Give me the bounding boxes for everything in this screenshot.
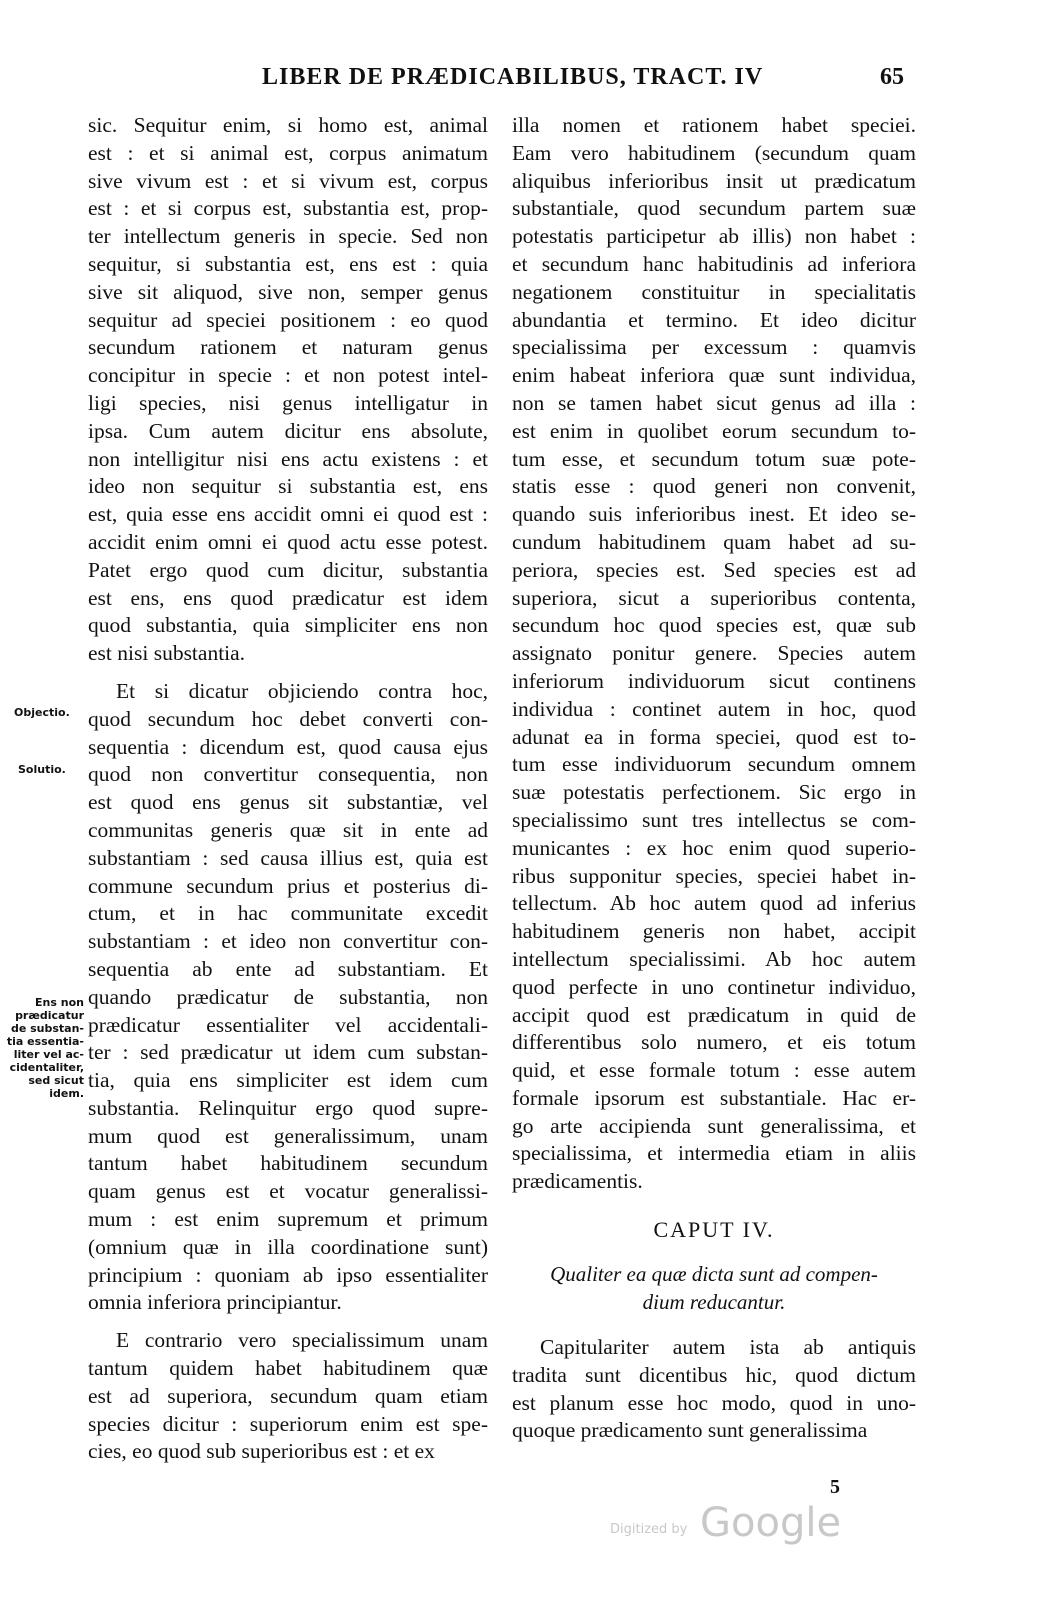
margin-note-line: de substan- <box>10 1022 84 1035</box>
text-line: accidit enim omni ei quod actu esse potest. <box>88 529 488 554</box>
text-line: ipsa. Cum autem dicitur ens absolute, <box>88 418 488 443</box>
text-line: commune secundum prius et posterius di- <box>88 873 488 898</box>
text-line: mum quod est generalissimum, unam <box>88 1123 488 1148</box>
text-line: municantes : ex hoc enim quod superio- <box>512 835 916 860</box>
text-line: mum : est enim supremum et primum <box>88 1207 488 1232</box>
text-line: prædicamentis. <box>512 1169 643 1194</box>
text-line: est planum esse hoc modo, quod in uno- <box>512 1390 916 1415</box>
text-line: sequentia ab ente ad substantiam. Et <box>88 956 488 981</box>
text-line: Patet ergo quod cum dicitur, substantia <box>88 557 488 582</box>
chapter-subtitle-line: Qualiter ea quæ dicta sunt ad compen- <box>550 1262 878 1287</box>
text-line: omnia inferiora principiantur. <box>88 1290 342 1315</box>
paragraph <box>88 1327 488 1466</box>
text-line: habitudinem generis non habet, accipit <box>512 919 916 944</box>
text-line: non intelligitur nisi ens actu existens : et <box>88 446 488 471</box>
margin-note-line: prædicatur <box>15 1009 84 1022</box>
text-line: tia, quia ens simpliciter est idem cum <box>88 1068 488 1093</box>
text-line: ligi species, nisi genus intelligatur in <box>88 390 488 415</box>
text-line: ter intellectum generis in specie. Sed non <box>88 224 488 249</box>
text-line: est, quia esse ens accidit omni ei quod est : <box>88 502 488 527</box>
text-line: quod substantia, quia simpliciter ens non <box>88 613 488 638</box>
text-line: est ad superiora, secundum quam etiam <box>88 1383 488 1408</box>
text-line: sequitur ad speciei positionem : eo quod <box>88 307 488 332</box>
google-watermark <box>610 1500 870 1550</box>
margin-note-line: cidentaliter, <box>9 1061 84 1074</box>
text-line: inferiorum individuorum sicut continens <box>512 668 916 693</box>
text-line: enim habeat inferiora quæ sunt individua, <box>512 363 916 388</box>
text-line: negationem constituitur in specialitatis <box>512 279 916 304</box>
margin-note-ens-non <box>4 996 84 1100</box>
right-column <box>512 112 916 1445</box>
left-column <box>88 112 488 1466</box>
text-line: periora, species est. Sed species est ad <box>512 557 916 582</box>
paragraph <box>88 112 488 668</box>
text-line: non se tamen habet sicut genus ad illa : <box>512 390 916 415</box>
text-line: illa nomen et rationem habet speciei. <box>512 113 916 137</box>
text-line: secundum hoc quod species est, quæ sub <box>512 613 916 638</box>
paragraph-gap <box>88 1317 488 1327</box>
text-line: prædicatur essentialiter vel accidentali- <box>88 1012 488 1037</box>
text-line: sive sit aliquod, sive non, semper genus <box>88 279 488 304</box>
margin-note-line: liter vel ac- <box>13 1048 84 1061</box>
text-line: tantum quidem habet habitudinem quæ <box>88 1356 488 1381</box>
text-line: ideo non sequitur si substantia est, ens <box>88 474 488 499</box>
text-line: secundum rationem et naturam genus <box>88 335 488 360</box>
chapter-subtitle <box>512 1260 916 1316</box>
text-line: tellectum. Ab hoc autem quod ad inferius <box>512 891 916 916</box>
text-line: aliquibus inferioribus insit ut prædicatum <box>512 168 916 193</box>
text-line: est : et si animal est, corpus animatum <box>88 140 488 165</box>
running-title: LIBER DE PRÆDICABILIBUS, TRACT. IV <box>262 64 764 90</box>
text-line: est quod ens genus sit substantiæ, vel <box>88 790 488 815</box>
text-line: E contrario vero specialissimum unam <box>116 1328 488 1353</box>
text-line: substantia. Relinquitur ergo quod supre- <box>88 1095 488 1120</box>
google-logo: Google <box>700 1500 842 1546</box>
text-line: adunat ea in forma speciei, quod est to- <box>512 724 916 749</box>
text-line: quando prædicatur de substantia, non <box>88 984 488 1009</box>
text-line: potestatis participetur ab illis) non habet : <box>512 224 916 249</box>
text-line: substantiale, quod secundum partem suæ <box>512 196 916 221</box>
text-line: est nisi substantia. <box>88 641 246 666</box>
margin-note-line: idem. <box>49 1087 84 1100</box>
margin-note-solutio: Solutio. <box>18 763 66 776</box>
signature-mark: 5 <box>830 1476 840 1498</box>
text-line: quod secundum hoc debet converti con- <box>88 706 488 731</box>
text-line: assignato ponitur genere. Species autem <box>512 641 916 666</box>
text-line: Capitulariter autem ista ab antiquis <box>540 1335 916 1360</box>
text-line: est : et si corpus est, substantia est, prop- <box>88 196 488 221</box>
text-line: est ens, ens quod prædicatur est idem <box>88 585 488 610</box>
text-line: suæ potestatis perfectionem. Sic ergo in <box>512 780 916 805</box>
text-line: tum esse, et secundum totum suæ pote- <box>512 446 916 471</box>
text-line: ctum, et in hac communitate excedit <box>88 901 488 926</box>
chapter-heading: CAPUT IV. <box>653 1217 775 1243</box>
page-number: 65 <box>880 64 904 90</box>
text-line: substantiam : sed causa illius est, quia est <box>88 845 488 870</box>
text-line: ter : sed prædicatur ut idem cum substan- <box>88 1040 488 1065</box>
right-paragraph <box>512 112 916 1196</box>
text-line: quando suis inferioribus inest. Et ideo se- <box>512 502 916 527</box>
text-line: specialissimo sunt tres intellectus se com- <box>512 807 916 832</box>
text-line: quoque prædicamento sunt generalissima <box>512 1418 868 1443</box>
text-line: et secundum hanc habitudinis ad inferiora <box>512 251 916 276</box>
text-line: species dicitur : superiorum enim est spe- <box>88 1411 488 1436</box>
text-line: cundum habitudinem quam habet ad su- <box>512 529 916 554</box>
text-line: abundantia et termino. Et ideo dicitur <box>512 307 916 332</box>
text-line: tum esse individuorum secundum omnem <box>512 752 916 777</box>
text-line: quod non convertitur consequentia, non <box>88 762 488 787</box>
text-line: concipitur in specie : et non potest intel- <box>88 363 488 388</box>
text-line: quod perfecte in uno continetur individuo, <box>512 974 916 999</box>
text-line: sive vivum est : et si vivum est, corpus <box>88 168 488 193</box>
text-line: superiora, sicut a superioribus contenta, <box>512 585 916 610</box>
text-line: formale ipsorum est substantiale. Hac er- <box>512 1085 916 1110</box>
text-line: cies, eo quod sub superioribus est : et ex <box>88 1439 435 1464</box>
text-line: sic. Sequitur enim, si homo est, animal <box>88 113 488 137</box>
text-line: tantum habet habitudinem secundum <box>88 1151 488 1176</box>
chapter-text <box>512 1334 916 1445</box>
text-line: differentibus solo numero, et eis totum <box>512 1030 916 1055</box>
text-line: substantiam : et ideo non convertitur con- <box>88 929 488 954</box>
text-line: accipit quod est prædicatum in quid de <box>512 1002 916 1027</box>
paragraph-gap <box>88 668 488 678</box>
margin-note-line: tia essentia- <box>6 1035 84 1048</box>
text-line: est enim in quolibet eorum secundum to- <box>512 418 916 443</box>
text-line: tradita sunt dicentibus hic, quod dictum <box>512 1362 916 1387</box>
margin-note-objectio: Objectio. <box>14 706 70 719</box>
chapter-subtitle-line: dium reducantur. <box>642 1290 786 1315</box>
text-line: Et si dicatur objiciendo contra hoc, <box>116 678 488 703</box>
text-line: sequitur, si substantia est, ens est : quia <box>88 251 488 276</box>
margin-note-line: sed sicut <box>28 1074 84 1087</box>
margin-note-line: Ens non <box>35 996 84 1009</box>
text-line: Eam vero habitudinem (secundum quam <box>512 140 916 165</box>
text-line: sequentia : dicendum est, quod causa ejus <box>88 734 488 759</box>
paragraph <box>88 678 488 1317</box>
page-header <box>0 64 1064 94</box>
text-line: quid, et esse formale totum : esse autem <box>512 1058 916 1083</box>
text-line: specialissima per excessum : quamvis <box>512 335 916 360</box>
text-line: statis esse : quod generi non convenit, <box>512 474 916 499</box>
text-line: communitas generis quæ sit in ente ad <box>88 817 488 842</box>
text-line: ribus supponitur species, speciei habet in- <box>512 863 916 888</box>
text-line: (omnium quæ in illa coordinatione sunt) <box>88 1234 488 1259</box>
text-line: specialissima, et intermedia etiam in aliis <box>512 1141 916 1166</box>
text-line: principium : quoniam ab ipso essentialiter <box>88 1262 488 1287</box>
text-line: intellectum specialissimi. Ab hoc autem <box>512 946 916 971</box>
text-line: individua : continet autem in hoc, quod <box>512 696 916 721</box>
digitized-by-text: Digitized by <box>610 1522 688 1537</box>
text-line: quam genus est et vocatur generalissi- <box>88 1179 488 1204</box>
text-line: go arte accipienda sunt generalissima, et <box>512 1113 916 1138</box>
